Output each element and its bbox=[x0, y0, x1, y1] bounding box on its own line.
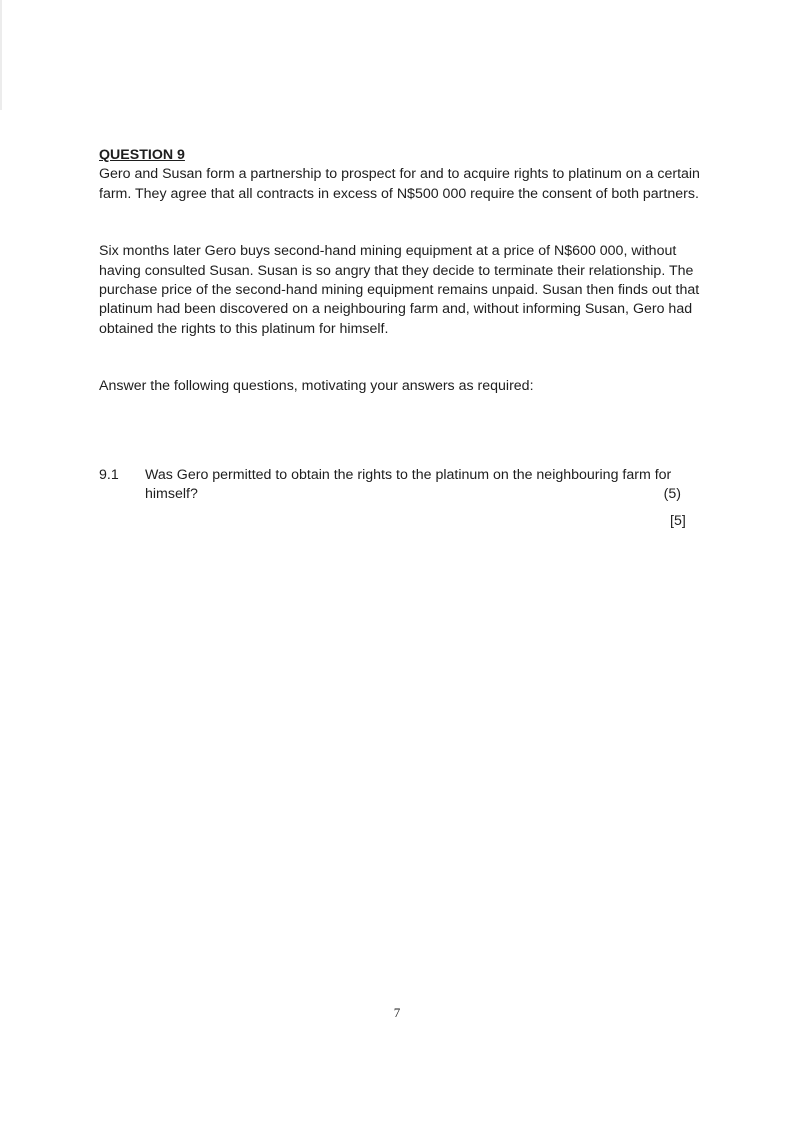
question-paragraph-1: Gero and Susan form a partnership to prospect for and to acquire rights to platinum on a certain farm. They agree that all contracts in excess of N$500 000 require the consent of both partners. bbox=[99, 166, 700, 202]
question-paragraph-2: Six months later Gero buys second-hand mining equipment at a price of N$600 000, without having consulted Susan. Susan is so angry that they decide to terminate their relationship. The purchase price of the second-hand mining equipment remains unpaid. Susan then finds out that platinum had been discovered on a neighbouring farm and, without informing Susan, Gero had obtained the rights to this platinum for himself. bbox=[99, 243, 700, 337]
sub-question-number: 9.1 bbox=[99, 467, 119, 483]
page-number: 7 bbox=[393, 1005, 401, 1020]
sub-question-marks: (5) bbox=[663, 486, 681, 503]
question-instruction: Answer the following questions, motivating your answers as required: bbox=[99, 378, 534, 395]
sub-question-text: Was Gero permitted to obtain the rights to the platinum on the neighbouring farm for himself? bbox=[145, 467, 672, 503]
scan-edge bbox=[0, 0, 2, 110]
question-block bbox=[99, 146, 704, 397]
question-heading: QUESTION 9 bbox=[99, 147, 185, 163]
total-marks: [5] bbox=[670, 513, 686, 529]
